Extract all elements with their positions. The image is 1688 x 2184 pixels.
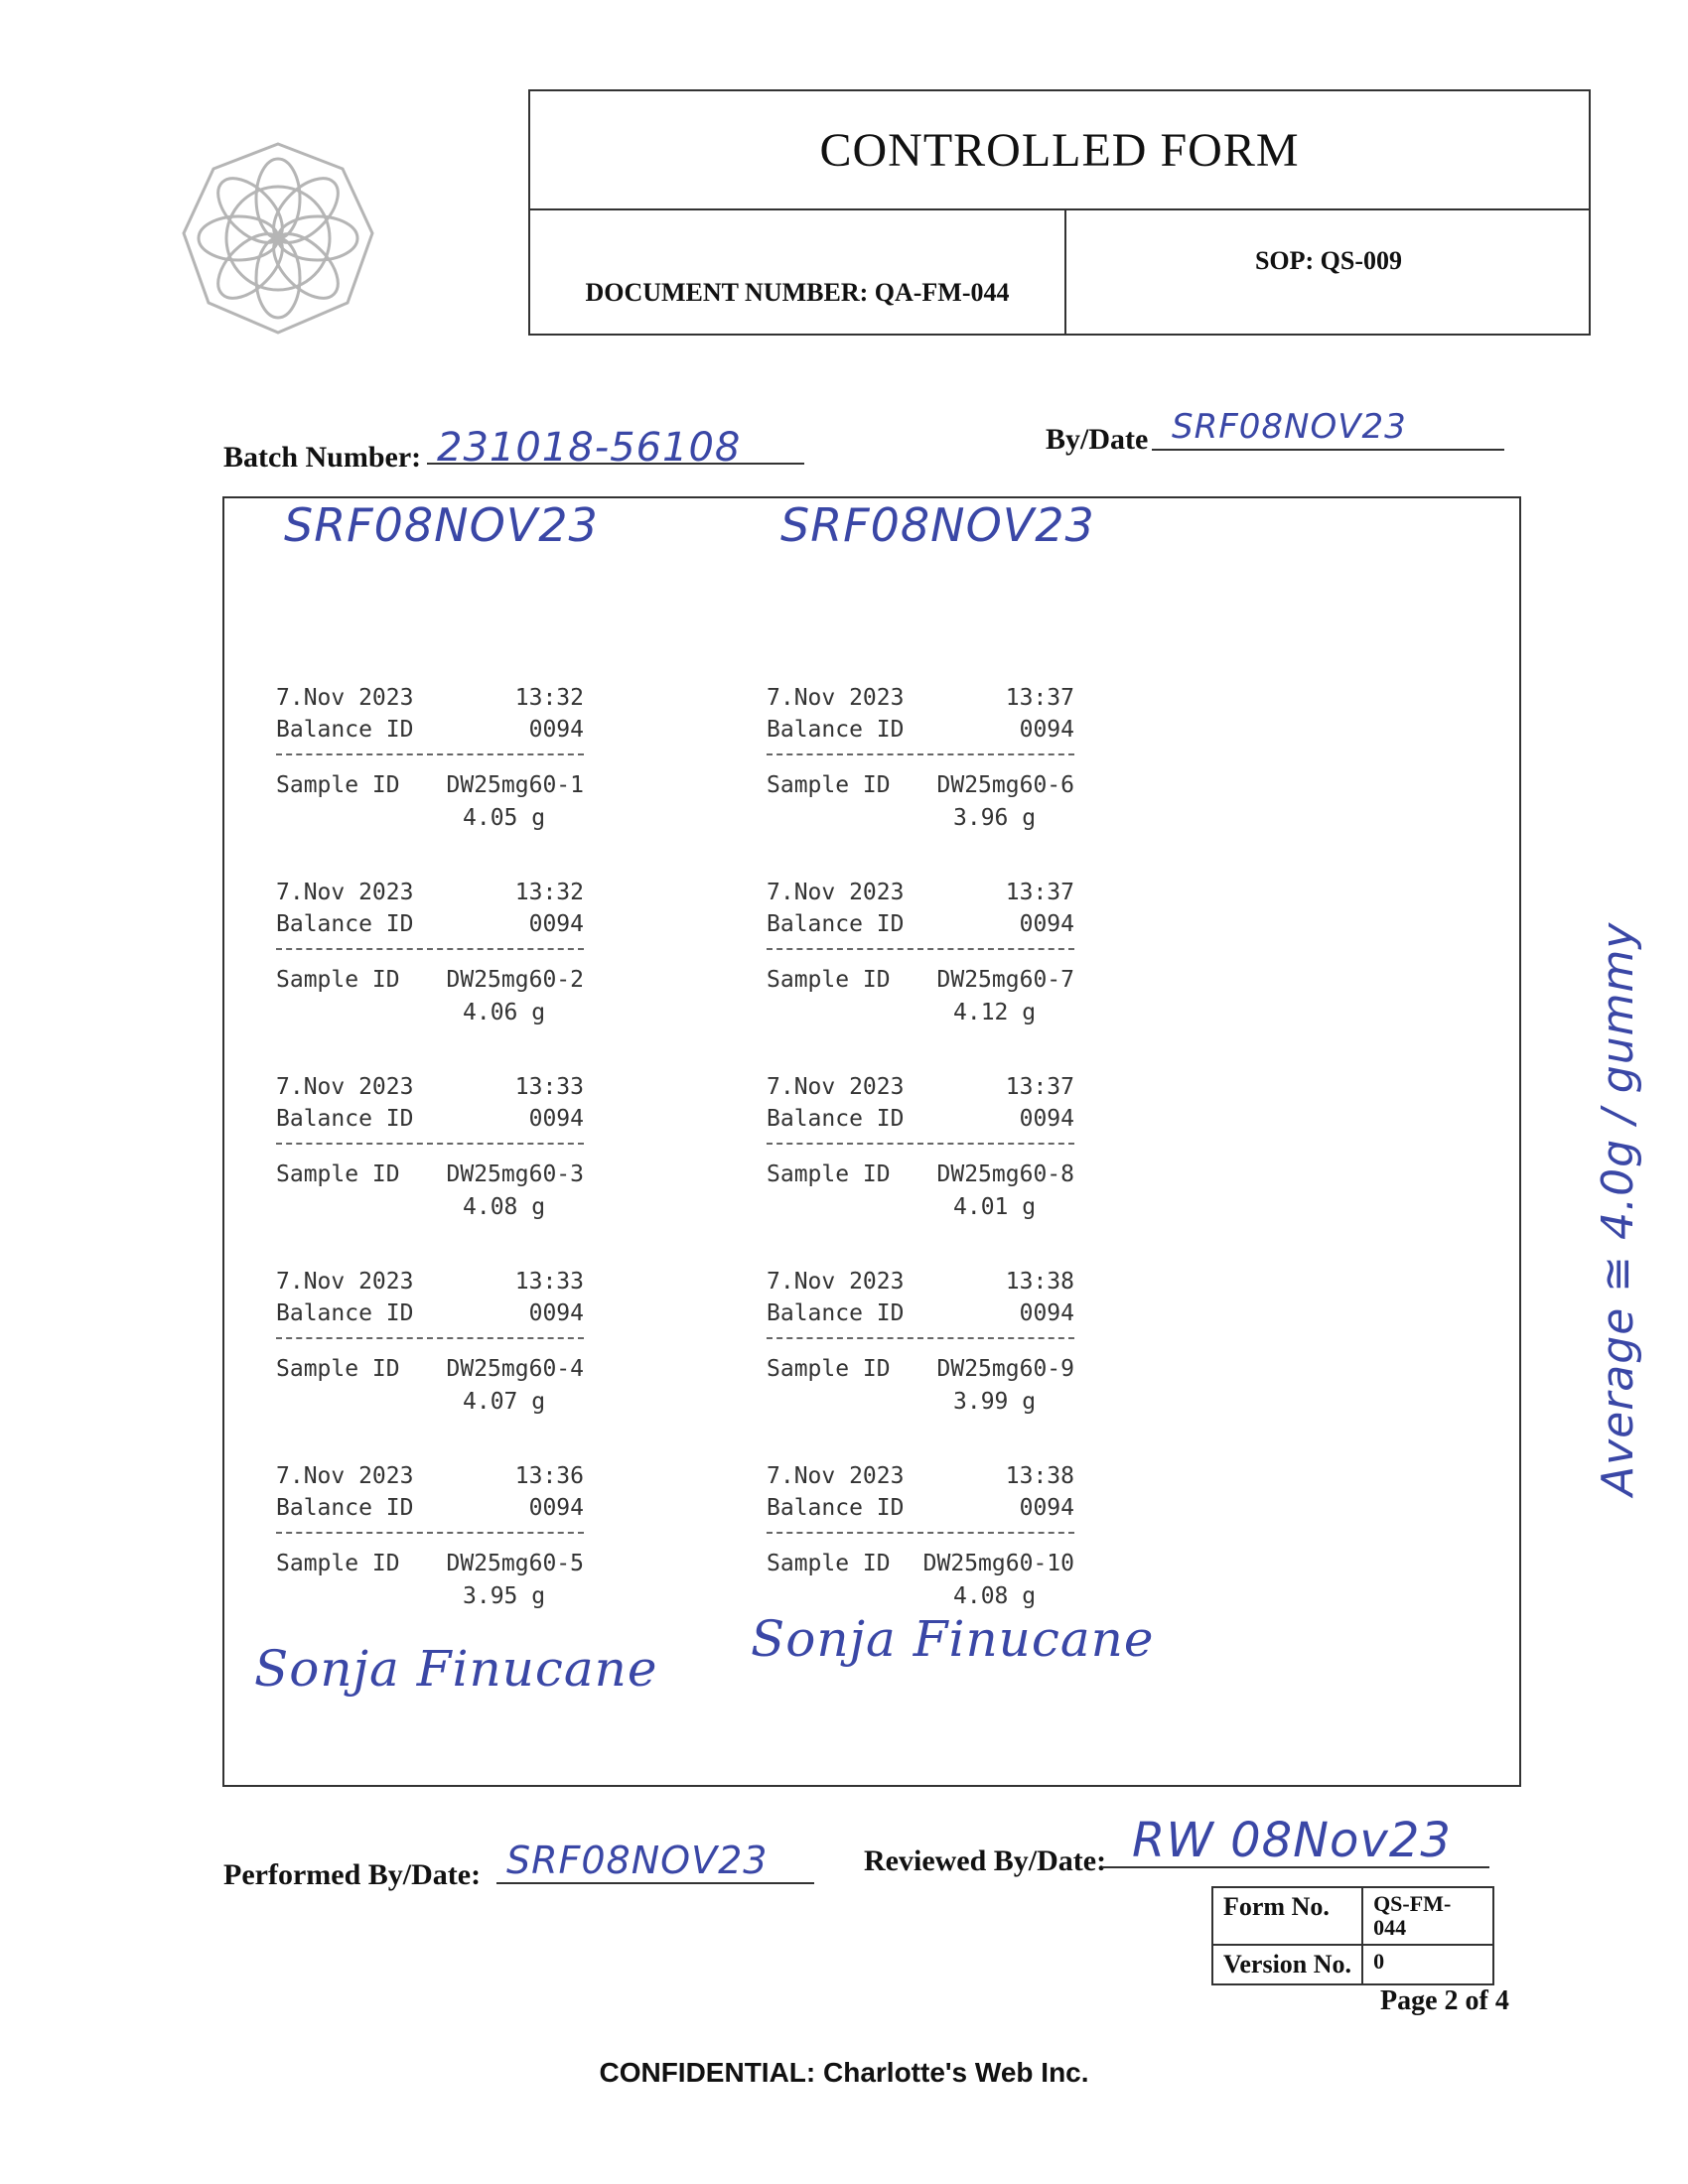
balance-id: 0094 — [528, 1106, 584, 1132]
form-info-table — [1211, 1886, 1494, 1985]
page-number: Page 2 of 4 — [1380, 1985, 1509, 2016]
balance-ticket — [276, 1071, 584, 1224]
ticket-date: 7.Nov 2023 — [276, 880, 414, 905]
weighing-records-box — [222, 496, 1643, 1787]
sample-id-label: Sample ID — [767, 967, 891, 993]
signature-right: Sonja Finucane — [751, 1610, 1155, 1668]
reviewed-by-label: Reviewed By/Date: — [864, 1844, 1107, 1877]
sample-id: DW25mg60-8 — [936, 1161, 1074, 1187]
sample-weight: 4.05 g — [463, 805, 546, 831]
ticket-date: 7.Nov 2023 — [276, 685, 414, 711]
initials-stamp-left: SRF08NOV23 — [284, 498, 599, 552]
sample-id-label: Sample ID — [767, 772, 891, 798]
sample-id-label: Sample ID — [276, 772, 400, 798]
balance-id: 0094 — [1019, 717, 1074, 743]
ticket-divider — [767, 1337, 1074, 1339]
balance-ticket — [276, 1460, 584, 1613]
sample-id-label: Sample ID — [767, 1356, 891, 1382]
ticket-date: 7.Nov 2023 — [767, 1269, 905, 1295]
sample-weight: 4.07 g — [463, 1389, 546, 1415]
ticket-column-right — [767, 682, 1074, 1655]
balance-id-label: Balance ID — [276, 911, 414, 937]
balance-id: 0094 — [1019, 1495, 1074, 1521]
sample-weight: 3.95 g — [463, 1583, 546, 1609]
sample-id: DW25mg60-10 — [922, 1551, 1074, 1576]
sample-id: DW25mg60-9 — [936, 1356, 1074, 1382]
sample-id: DW25mg60-7 — [936, 967, 1074, 993]
initials-stamp-right: SRF08NOV23 — [780, 498, 1095, 552]
ticket-time: 13:38 — [1005, 1269, 1074, 1295]
balance-id-label: Balance ID — [767, 1300, 905, 1326]
balance-ticket — [767, 682, 1074, 835]
sample-id-label: Sample ID — [276, 1551, 400, 1576]
balance-id: 0094 — [1019, 1106, 1074, 1132]
balance-id-label: Balance ID — [767, 1106, 905, 1132]
sample-id: DW25mg60-4 — [446, 1356, 584, 1382]
version-no-label: Version No. — [1212, 1945, 1362, 1984]
balance-id: 0094 — [528, 717, 584, 743]
ticket-date: 7.Nov 2023 — [767, 880, 905, 905]
form-no-label: Form No. — [1212, 1887, 1362, 1945]
balance-id-label: Balance ID — [276, 1300, 414, 1326]
ticket-divider — [767, 1532, 1074, 1534]
ticket-date: 7.Nov 2023 — [276, 1269, 414, 1295]
ticket-divider — [767, 753, 1074, 755]
balance-id: 0094 — [528, 911, 584, 937]
balance-id-label: Balance ID — [276, 1106, 414, 1132]
balance-ticket — [767, 1460, 1074, 1613]
sample-id-label: Sample ID — [276, 967, 400, 993]
sample-id-label: Sample ID — [767, 1551, 891, 1576]
ticket-divider — [767, 948, 1074, 950]
ticket-date: 7.Nov 2023 — [767, 1074, 905, 1100]
ticket-time: 13:32 — [514, 880, 584, 905]
sop-number: SOP: QS-009 — [1254, 246, 1403, 275]
ticket-divider — [276, 1143, 584, 1145]
sample-id-label: Sample ID — [276, 1161, 400, 1187]
balance-id-label: Balance ID — [276, 1495, 414, 1521]
sample-id: DW25mg60-2 — [446, 967, 584, 993]
average-weight-note: Average ≅ 4.0g / gummy — [1593, 921, 1643, 1496]
confidential-notice: CONFIDENTIAL: Charlotte's Web Inc. — [599, 2057, 1089, 2088]
by-date-value: SRF08NOV23 — [1152, 407, 1504, 451]
sample-weight: 3.96 g — [953, 805, 1037, 831]
balance-ticket — [767, 1071, 1074, 1224]
balance-ticket — [767, 877, 1074, 1029]
sample-weight: 4.08 g — [463, 1194, 546, 1220]
balance-id: 0094 — [528, 1300, 584, 1326]
ticket-divider — [276, 948, 584, 950]
ticket-date: 7.Nov 2023 — [276, 1463, 414, 1489]
ticket-divider — [767, 1143, 1074, 1145]
ticket-date: 7.Nov 2023 — [767, 1463, 905, 1489]
ticket-time: 13:37 — [1005, 685, 1074, 711]
ticket-time: 13:36 — [514, 1463, 584, 1489]
ticket-time: 13:38 — [1005, 1463, 1074, 1489]
balance-id: 0094 — [1019, 911, 1074, 937]
sample-weight: 4.12 g — [953, 1000, 1037, 1025]
balance-ticket — [276, 682, 584, 835]
balance-ticket — [276, 1266, 584, 1419]
balance-id-label: Balance ID — [276, 717, 414, 743]
version-no-value: 0 — [1362, 1945, 1493, 1984]
ticket-time: 13:32 — [514, 685, 584, 711]
sample-weight: 4.08 g — [953, 1583, 1037, 1609]
ticket-time: 13:37 — [1005, 1074, 1074, 1100]
ticket-time: 13:37 — [1005, 880, 1074, 905]
batch-number-value: 231018-56108 — [427, 425, 804, 465]
sample-id: DW25mg60-6 — [936, 772, 1074, 798]
sample-id: DW25mg60-1 — [446, 772, 584, 798]
sample-id-label: Sample ID — [767, 1161, 891, 1187]
form-no-value: QS-FM-044 — [1362, 1887, 1493, 1945]
form-title: CONTROLLED FORM — [530, 91, 1589, 210]
ticket-date: 7.Nov 2023 — [276, 1074, 414, 1100]
performed-by-value: SRF08NOV23 — [496, 1839, 814, 1884]
sample-id-label: Sample ID — [276, 1356, 400, 1382]
balance-ticket — [767, 1266, 1074, 1419]
by-date-label: By/Date — [1046, 423, 1149, 456]
balance-id-label: Balance ID — [767, 1495, 905, 1521]
ticket-time: 13:33 — [514, 1074, 584, 1100]
sample-weight: 4.01 g — [953, 1194, 1037, 1220]
header-box — [528, 89, 1591, 336]
balance-ticket — [276, 877, 584, 1029]
ticket-column-left — [276, 682, 584, 1655]
sample-weight: 4.06 g — [463, 1000, 546, 1025]
sample-id: DW25mg60-5 — [446, 1551, 584, 1576]
sample-weight: 3.99 g — [953, 1389, 1037, 1415]
ticket-divider — [276, 753, 584, 755]
company-logo — [174, 139, 382, 338]
performed-by-label: Performed By/Date: — [223, 1858, 482, 1891]
batch-number-label: Batch Number: — [223, 441, 422, 474]
ticket-divider — [276, 1532, 584, 1534]
balance-id-label: Balance ID — [767, 911, 905, 937]
reviewed-by-value: RW 08Nov23 — [1102, 1813, 1489, 1868]
sample-id: DW25mg60-3 — [446, 1161, 584, 1187]
signature-left: Sonja Finucane — [254, 1640, 658, 1698]
balance-id-label: Balance ID — [767, 717, 905, 743]
ticket-divider — [276, 1337, 584, 1339]
ticket-time: 13:33 — [514, 1269, 584, 1295]
document-number: DOCUMENT NUMBER: QA-FM-044 — [530, 210, 1066, 336]
balance-id: 0094 — [1019, 1300, 1074, 1326]
balance-id: 0094 — [528, 1495, 584, 1521]
ticket-date: 7.Nov 2023 — [767, 685, 905, 711]
